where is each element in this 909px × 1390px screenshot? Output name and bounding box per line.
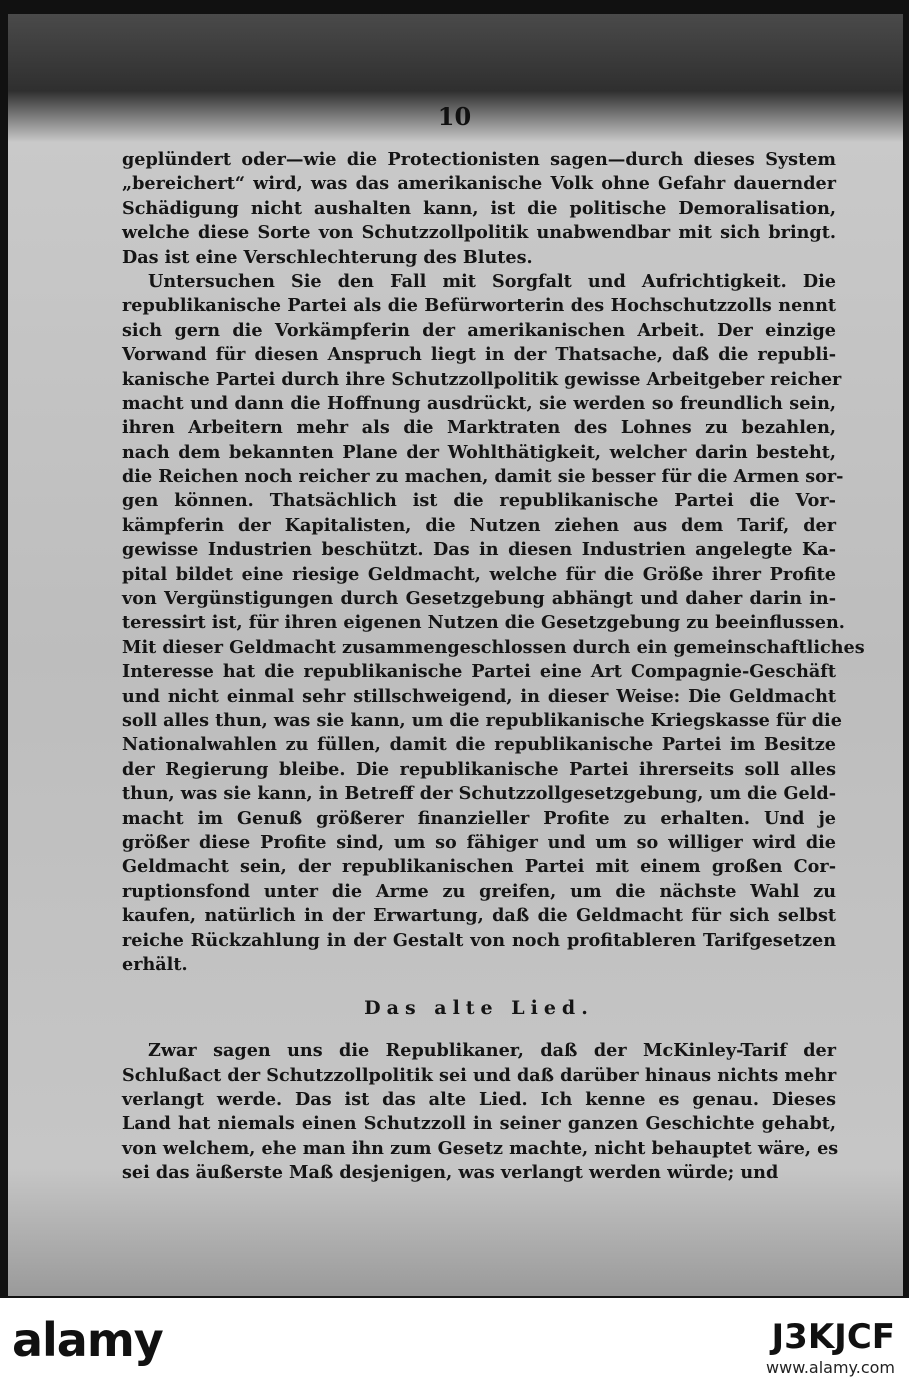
text-line: verlangt werde. Das ist das alte Lied. Ich kenne es genau. Dieses [122,1089,836,1111]
text-line: von welchem, ehe man ihn zum Gesetz machte, nicht behauptet wäre, es [122,1137,839,1159]
text-line: Schädigung nicht aushalten kann, ist die politische Demoralisation, [122,197,836,219]
text-line: kaufen, natürlich in der Erwartung, daß die Geldmacht für sich selbst [122,905,836,927]
text-line: soll alles thun, was sie kann, um die republikanische Kriegskasse für die [122,709,842,731]
text-line: Land hat niemals einen Schutzzoll in seiner ganzen Geschichte gehabt, [122,1113,836,1135]
text-line: Vorwand für diesen Anspruch liegt in der Thatsache, daß die republi- [122,344,836,366]
text-line: Nationalwahlen zu füllen, damit die republikanische Partei im Besitze [122,734,836,756]
document-text [122,148,865,1186]
text-line: macht und dann die Hoffnung ausdrückt, sie werden so freundlich sein, [122,392,836,414]
text-line: Das ist eine Verschlechterung des Blutes. [122,246,533,268]
text-line: teressirt ist, für ihren eigenen Nutzen die Gesetzgebung zu beeinflussen. [122,612,845,634]
text-line: welche diese Sorte von Schutzzollpolitik unabwendbar mit sich bringt. [122,222,836,244]
text-line: geplündert oder—wie die Protectionisten sagen—durch dieses System [122,149,836,170]
text-line: sei das äußerste Maß desjenigen, was verlangt werden würde; und [122,1162,779,1184]
text-line: kämpferin der Kapitalisten, die Nutzen ziehen aus dem Tarif, der [122,514,836,536]
text-line: nach dem bekannten Plane der Wohlthätigkeit, welcher darin besteht, [122,441,836,463]
text-line: Geldmacht sein, der republikanischen Partei mit einem großen Cor- [122,856,836,878]
text-line: größer diese Profite sind, um so fähiger und um so williger wird die [122,831,836,853]
text-line: macht im Genuß größerer finanzieller Profite zu erhalten. Und je [122,807,836,829]
text-line: erhält. [122,953,188,975]
page-number: 10 [437,102,472,131]
text-line: gen können. Thatsächlich ist die republikanische Partei die Vor- [122,490,836,512]
text-line: Mit dieser Geldmacht zusammengeschlossen durch ein gemeinschaftliches [122,636,865,658]
site-url: www.alamy.com [766,1358,895,1377]
text-line: die Reichen noch reicher zu machen, damit sie besser für die Armen sor- [122,466,844,488]
text-line: gewisse Industrien beschützt. Das in diesen Industrien angelegte Ka- [122,539,836,561]
text-line: „bereichert“ wird, was das amerikanische Volk ohne Gefahr dauernder [122,173,836,195]
text-line: reiche Rückzahlung in der Gestalt von noch profitableren Tarifgesetzen [122,929,836,951]
text-line: Interesse hat die republikanische Partei eine Art Compagnie-Geschäft [122,661,836,683]
text-line: Zwar sagen uns die Republikaner, daß der McKinley-Tarif der [148,1040,836,1062]
section-heading: Das alte Lied. [364,997,594,1020]
text-line: und nicht einmal sehr stillschweigend, in dieser Weise: Die Geldmacht [122,685,836,707]
text-line: thun, was sie kann, in Betreff der Schutzzollgesetzgebung, um die Geld- [122,783,836,805]
text-line: der Regierung bleibe. Die republikanische Partei ihrerseits soll alles [122,758,836,780]
text-line: ihren Arbeitern mehr als die Marktraten des Lohnes zu bezahlen, [122,417,836,439]
text-line: Untersuchen Sie den Fall mit Sorgfalt und Aufrichtigkeit. Die [148,270,836,292]
text-line: Schlußact der Schutzzollpolitik sei und daß darüber hinaus nichts mehr [122,1064,837,1086]
text-line: von Vergünstigungen durch Gesetzgebung abhängt und daher darin in- [122,588,836,610]
text-line: kanische Partei durch ihre Schutzzollpolitik gewisse Arbeitgeber reicher [122,368,842,390]
text-line: pital bildet eine riesige Geldmacht, welche für die Größe ihrer Profite [122,563,836,585]
text-line: republikanische Partei als die Befürworterin des Hochschutzzolls nennt [122,295,836,317]
brand-logo: alamy [12,1313,163,1367]
image-id: J3KJCF [771,1317,895,1357]
text-line: sich gern die Vorkämpferin der amerikanischen Arbeit. Der einzige [122,319,836,341]
text-line: ruptionsfond unter die Arme zu greifen, um die nächste Wahl zu [122,880,836,902]
